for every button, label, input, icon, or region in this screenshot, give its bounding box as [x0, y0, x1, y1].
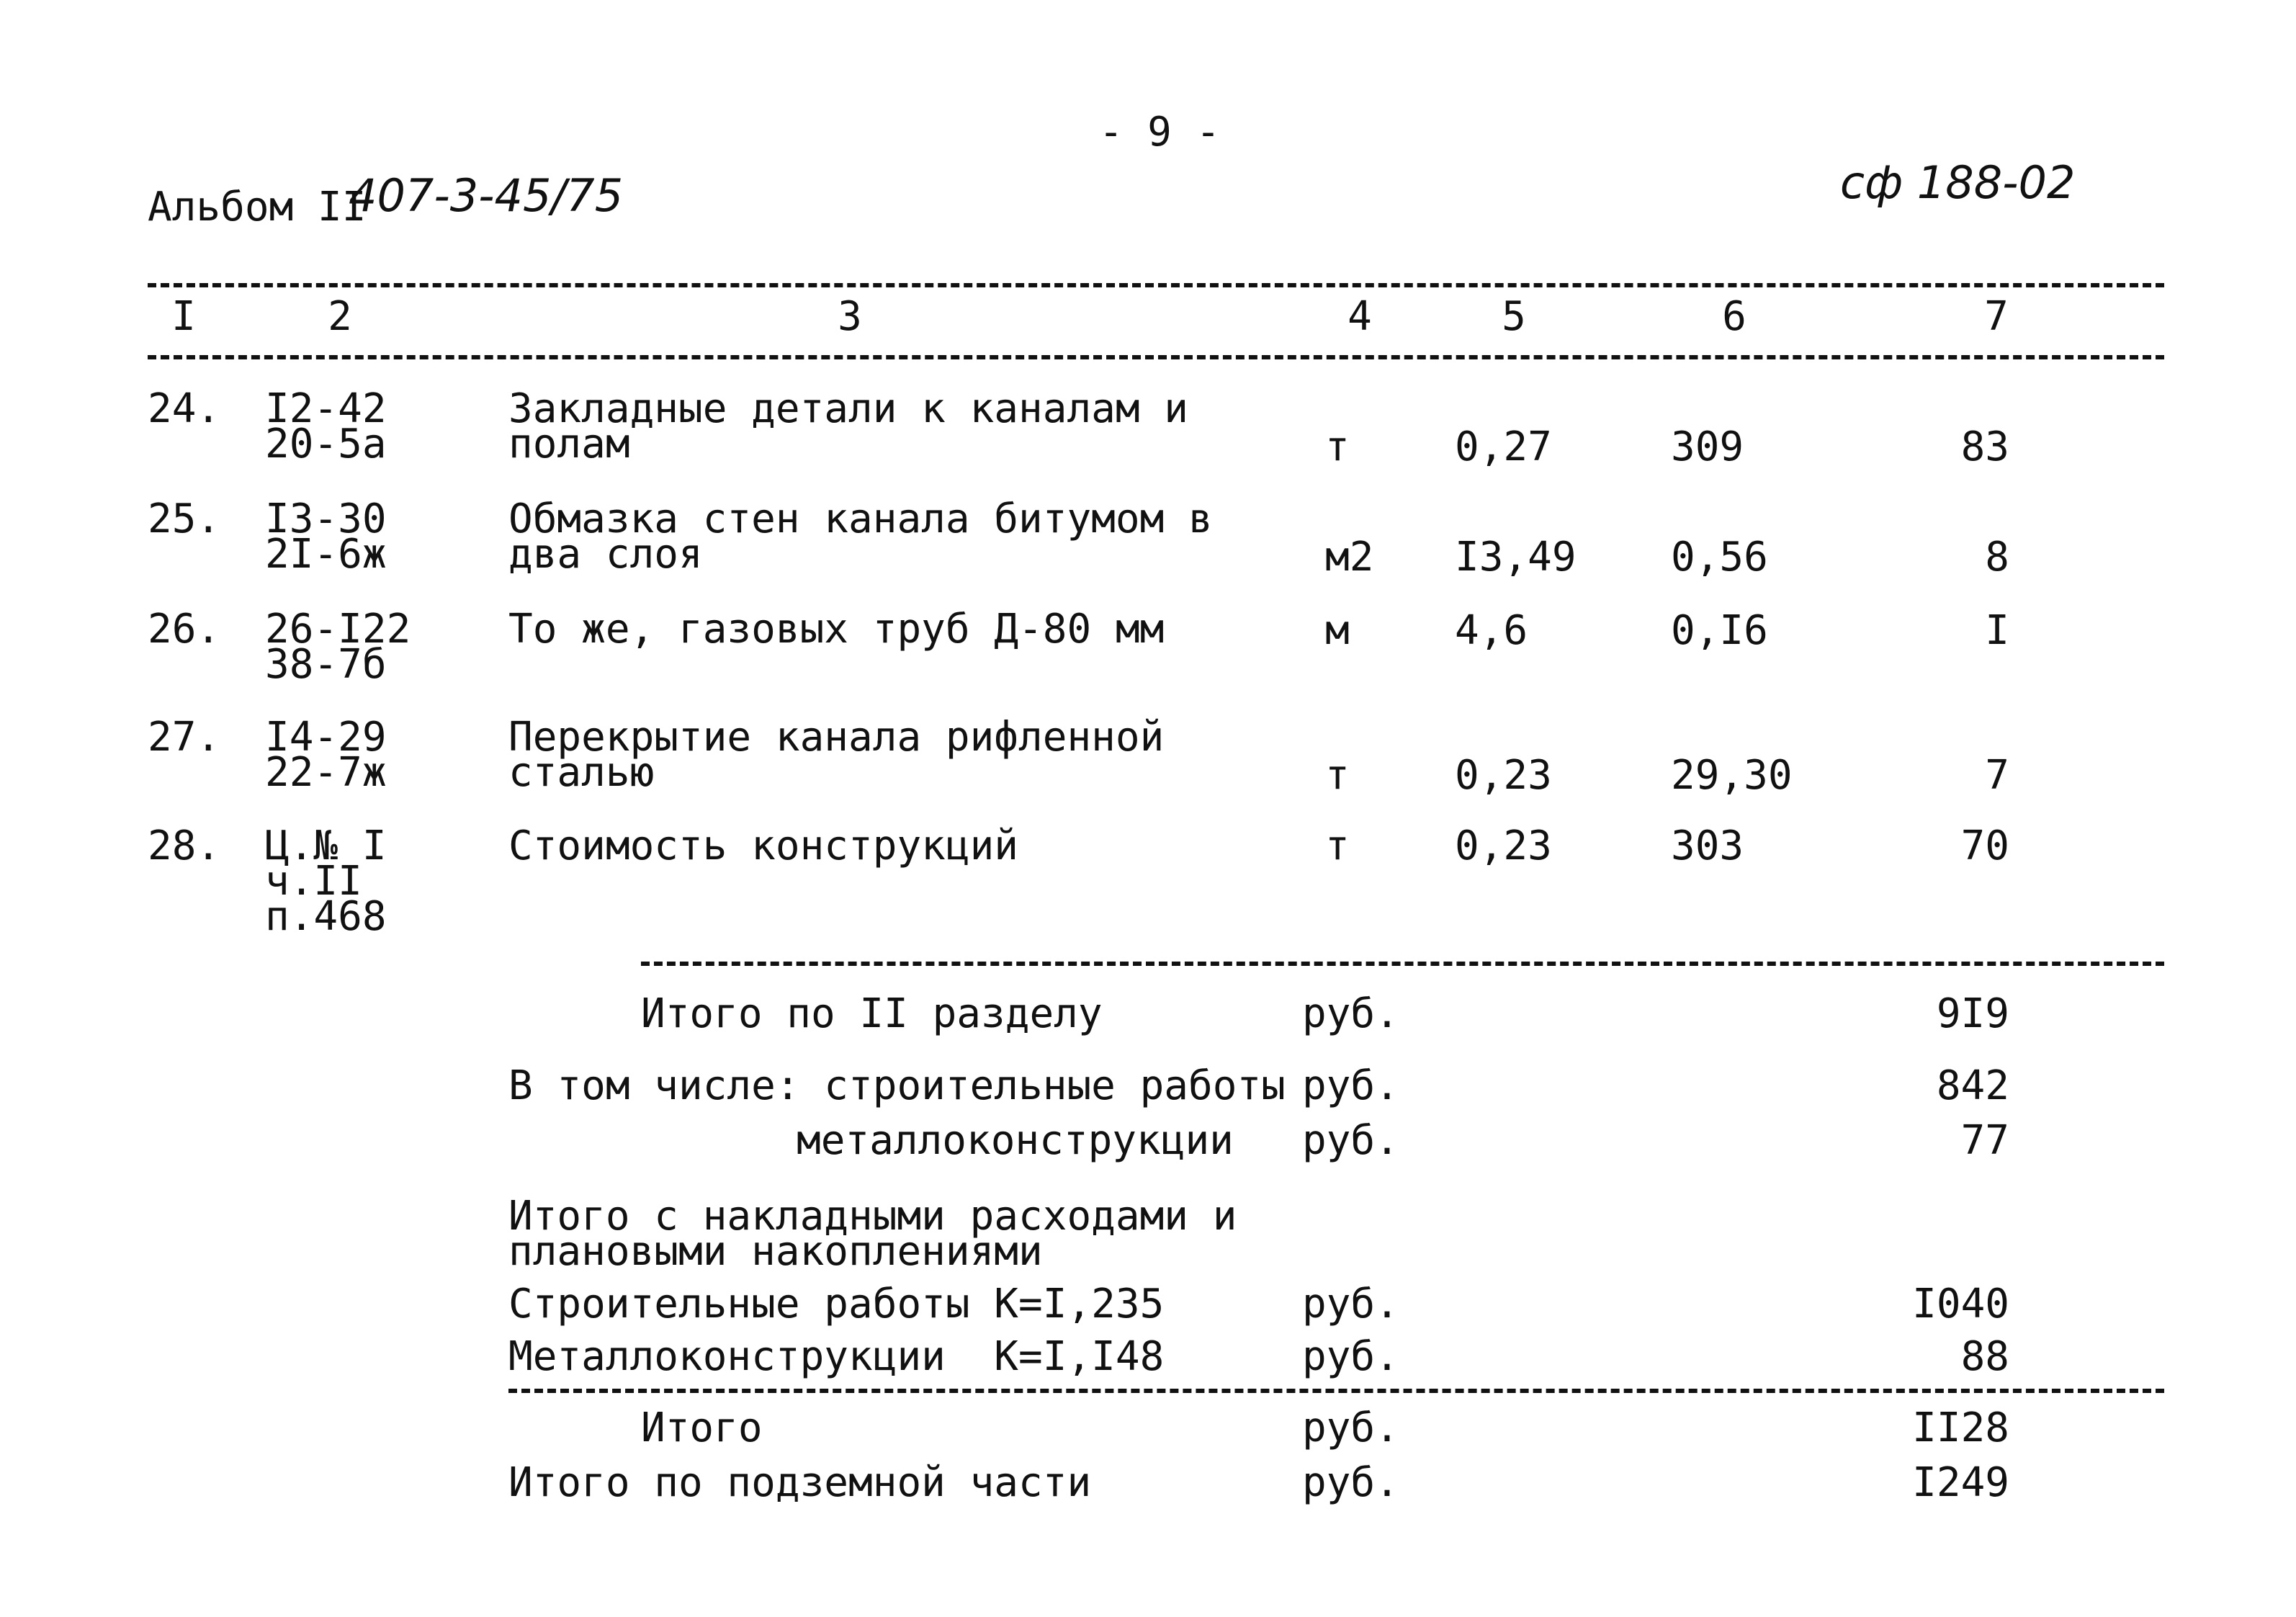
row-total: 7	[1985, 752, 2009, 799]
row-quantity: 4,6	[1455, 607, 1528, 654]
table-header-rule	[148, 355, 2164, 359]
row-code-line-1: I4-29	[265, 714, 387, 761]
metal-k-value: 88	[1960, 1333, 2009, 1380]
total-label: Итого	[641, 1405, 763, 1451]
row-total: 70	[1960, 823, 2009, 869]
row-code-line-1: I2-42	[265, 385, 387, 432]
incl-metal-value: 77	[1960, 1117, 2009, 1164]
row-number: 27.	[148, 714, 221, 761]
row-unit: м2	[1325, 534, 1374, 581]
row-quantity: I3,49	[1455, 534, 1577, 581]
row-name-line-1: Обмазка стен канала битумом в	[508, 496, 1213, 542]
summary-top-rule	[641, 962, 2164, 966]
section-total-value: 9I9	[1936, 990, 2009, 1037]
construction-k-value: I040	[1912, 1281, 2009, 1327]
row-quantity: 0,27	[1455, 424, 1552, 470]
row-total: 8	[1985, 534, 2009, 581]
col-header-1: I	[171, 293, 196, 340]
corner-code-handwritten: сф 188-02	[1840, 156, 2076, 209]
row-name-line-2: полам	[508, 421, 630, 467]
row-number: 24.	[148, 385, 221, 432]
col-header-3: 3	[838, 293, 862, 340]
col-header-7: 7	[1984, 293, 2009, 340]
row-code-line-2: 20-5а	[265, 421, 387, 467]
row-unit: м	[1325, 607, 1350, 654]
album-code-handwritten: 407-3-45/75	[349, 169, 624, 222]
row-name-line-2: два слоя	[508, 531, 703, 578]
col-header-2: 2	[328, 293, 352, 340]
total-value: II28	[1912, 1405, 2009, 1451]
row-name-line-1: Закладные детали к каналам и	[508, 385, 1189, 432]
row-unit: т	[1325, 823, 1350, 869]
row-name-line-1: Стоимость конструкций	[508, 823, 1019, 869]
incl-construction-unit: руб.	[1302, 1062, 1399, 1109]
row-name-line-2: сталью	[508, 749, 655, 796]
incl-metal-label: металлоконструкции	[797, 1117, 1234, 1164]
row-quantity: 0,23	[1455, 823, 1552, 869]
construction-k-unit: руб.	[1302, 1281, 1399, 1327]
row-name-line-1: Перекрытие канала рифленной	[508, 714, 1165, 761]
metal-k-unit: руб.	[1302, 1333, 1399, 1380]
row-code-line-2: 38-7б	[265, 641, 387, 688]
row-unit-price: 29,30	[1671, 752, 1793, 799]
overhead-heading-line-1: Итого с накладными расходами и	[508, 1193, 1237, 1240]
col-header-5: 5	[1502, 293, 1526, 340]
incl-metal-unit: руб.	[1302, 1117, 1399, 1164]
section-total-label: Итого по II разделу	[641, 990, 1103, 1037]
row-code-line-2: 22-7ж	[265, 749, 387, 796]
row-code-line-1: I3-30	[265, 496, 387, 542]
summary-total-rule	[508, 1389, 2164, 1393]
row-total: I	[1985, 607, 2009, 654]
row-unit-price: 0,I6	[1671, 607, 1768, 654]
row-code-line-1: 26-I22	[265, 606, 411, 653]
metal-k-label: Металлоконструкции К=I,I48	[508, 1333, 1165, 1380]
underground-total-value: I249	[1912, 1459, 2009, 1506]
row-number: 25.	[148, 496, 221, 542]
table-top-rule	[148, 283, 2164, 287]
section-total-unit: руб.	[1302, 990, 1399, 1037]
row-total: 83	[1960, 424, 2009, 470]
album-label: Альбом II	[148, 184, 367, 230]
row-code-line-2: ч.II	[265, 858, 362, 905]
row-unit-price: 0,56	[1671, 534, 1768, 581]
row-code-line-1: Ц.№ I	[265, 823, 387, 869]
total-unit: руб.	[1302, 1405, 1399, 1451]
underground-total-unit: руб.	[1302, 1459, 1399, 1506]
row-number: 28.	[148, 823, 221, 869]
row-unit-price: 309	[1671, 424, 1744, 470]
page-number: - 9 -	[1098, 109, 1221, 156]
row-code-line-2: 2I-6ж	[265, 531, 387, 578]
row-code-line-3: п.468	[265, 893, 387, 940]
row-name-line-1: То же, газовых труб Д-80 мм	[508, 606, 1165, 653]
underground-total-label: Итого по подземной части	[508, 1459, 1092, 1506]
incl-construction-value: 842	[1936, 1062, 2009, 1109]
row-number: 26.	[148, 606, 221, 653]
overhead-heading-line-2: плановыми накоплениями	[508, 1228, 1043, 1275]
row-unit-price: 303	[1671, 823, 1744, 869]
col-header-4: 4	[1347, 293, 1372, 340]
row-quantity: 0,23	[1455, 752, 1552, 799]
incl-construction-label: В том числе: строительные работы	[508, 1062, 1286, 1109]
row-unit: т	[1325, 752, 1350, 799]
row-unit: т	[1325, 424, 1350, 470]
col-header-6: 6	[1722, 293, 1746, 340]
construction-k-label: Строительные работы К=I,235	[508, 1281, 1165, 1327]
